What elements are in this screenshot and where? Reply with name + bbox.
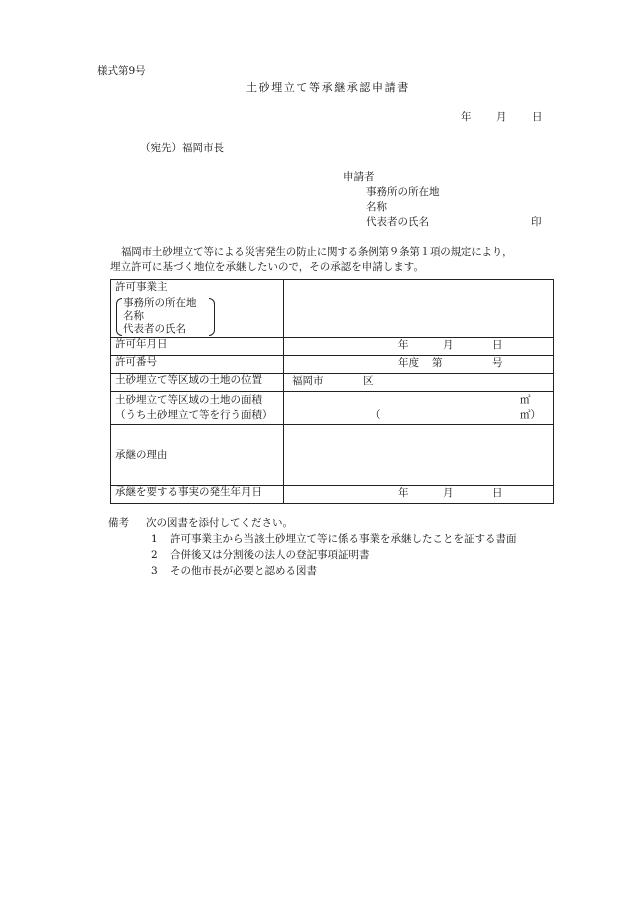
permit-holder-representative: 代表者の氏名	[123, 323, 186, 335]
land-area-label-cell	[111, 392, 284, 425]
succession-date-year: 年	[398, 487, 409, 499]
permit-holder-name: 名称	[123, 310, 144, 322]
land-area-unit: ㎡	[520, 394, 531, 406]
row-permit-holder	[111, 280, 554, 338]
permit-holder-label-cell	[111, 280, 284, 338]
date-year: 年	[461, 111, 472, 123]
row-land-location	[111, 374, 554, 392]
applicant-heading: 申請者	[343, 171, 375, 183]
permit-number-go: 号	[492, 357, 503, 369]
permit-number-value[interactable]	[284, 356, 554, 374]
permit-date-year: 年	[398, 339, 409, 351]
left-bracket	[116, 298, 122, 336]
right-bracket	[209, 298, 215, 336]
intro-line-2: 埋立許可に基づく地位を承継したいので，その承認を申請します。	[110, 261, 424, 273]
land-area-value[interactable]	[284, 392, 554, 425]
permit-number-label: 許可番号	[111, 356, 284, 374]
permit-date-value[interactable]	[284, 338, 554, 356]
permit-date-month: 月	[443, 339, 454, 351]
land-location-ward: 区	[363, 375, 374, 387]
notes-heading: 備考	[108, 517, 129, 529]
permit-number-fiscal-year: 年度	[398, 357, 419, 369]
applicant-name: 名称	[366, 201, 387, 213]
land-location-label: 土砂埋立て等区域の土地の位置	[111, 374, 284, 392]
intro-line-1: 福岡市土砂埋立て等による災害発生の防止に関する条例第９条第１項の規定により，	[121, 246, 513, 258]
landfill-area-label: （うち土砂埋立て等を行う面積）	[115, 409, 273, 421]
permit-holder-label: 許可事業主	[115, 281, 168, 293]
notes-intro: 次の図書を添付してください。	[146, 517, 293, 529]
applicant-office-address: 事務所の所在地	[366, 186, 440, 198]
land-location-city: 福岡市	[292, 375, 324, 387]
row-permit-number	[111, 356, 554, 374]
permit-date-day: 日	[492, 339, 503, 351]
land-area-label: 土砂埋立て等区域の土地の面積	[115, 394, 262, 406]
row-permit-date	[111, 338, 554, 356]
seal-mark: 印	[531, 216, 542, 228]
permit-holder-office-address: 事務所の所在地	[123, 297, 197, 309]
row-succession-reason	[111, 425, 554, 486]
succession-reason-label-cell	[111, 425, 284, 486]
permit-holder-value[interactable]	[284, 280, 554, 338]
succession-date-day: 日	[492, 487, 503, 499]
note-text: 許可事業主から当該土砂埋立て等に係る事業を承継したことを証する書面	[170, 533, 517, 545]
note-number: 3	[151, 565, 158, 577]
applicant-representative: 代表者の氏名	[366, 216, 429, 228]
page-title: 土砂埋立て等承継承認申請書	[246, 81, 410, 94]
permit-number-dai: 第	[432, 357, 443, 369]
row-succession-date	[111, 486, 554, 504]
landfill-area-open-paren: （	[370, 409, 381, 421]
succession-date-value[interactable]	[284, 486, 554, 504]
row-land-area	[111, 392, 554, 425]
application-table	[110, 279, 554, 504]
permit-date-label: 許可年月日	[111, 338, 284, 356]
note-text: その他市長が必要と認める図書	[170, 565, 317, 577]
succession-date-month: 月	[443, 487, 454, 499]
land-location-value[interactable]	[284, 374, 554, 392]
note-number: 2	[151, 549, 158, 561]
landfill-area-unit: ㎡）	[520, 409, 541, 421]
date-day: 日	[532, 111, 543, 123]
note-text: 合併後又は分割後の法人の登記事項証明書	[170, 549, 370, 561]
addressee: （宛先）福岡市長	[140, 142, 224, 154]
form-number: 様式第9号	[97, 65, 146, 77]
succession-date-label: 承継を要する事実の発生年月日	[111, 486, 284, 504]
succession-reason-label: 承継の理由	[115, 448, 168, 461]
note-number: 1	[151, 533, 158, 545]
succession-reason-value[interactable]	[284, 425, 554, 486]
date-month: 月	[496, 111, 507, 123]
